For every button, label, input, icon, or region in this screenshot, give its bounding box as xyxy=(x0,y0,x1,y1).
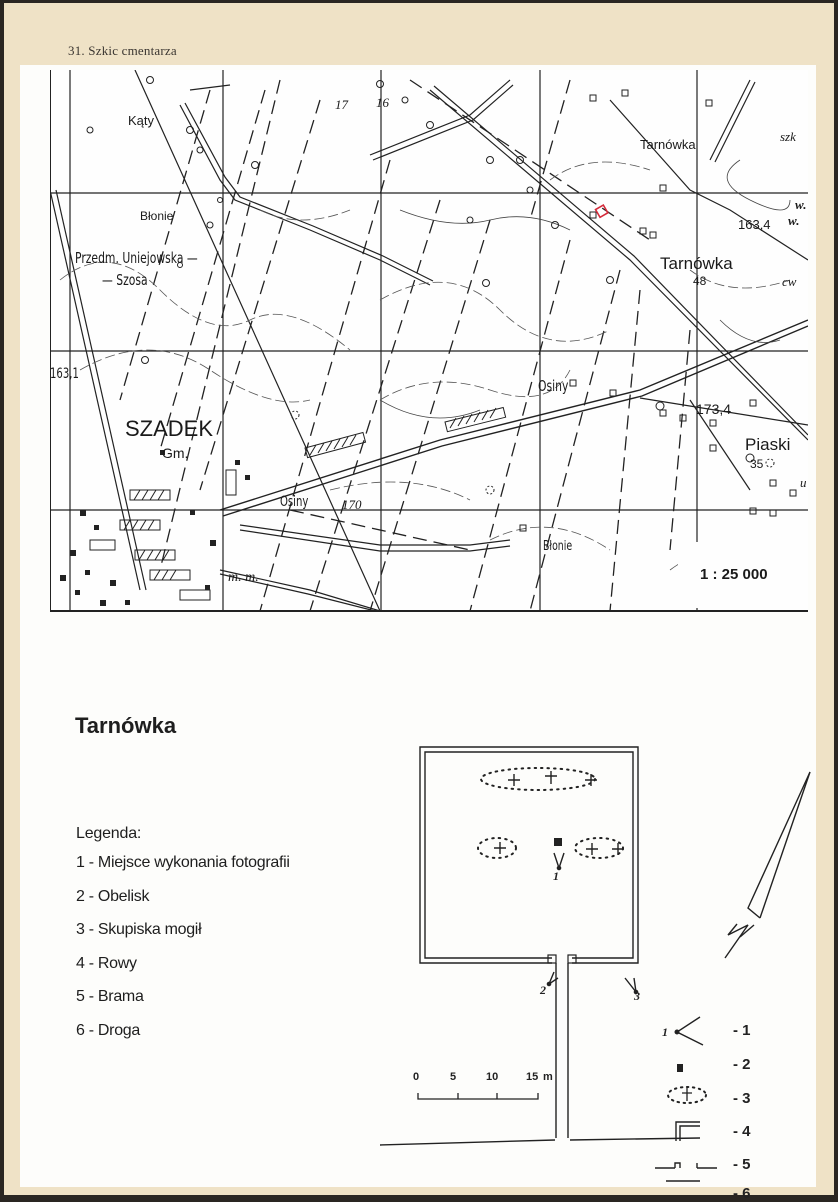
north-arrow-icon xyxy=(725,772,810,958)
legend-item-gate: 5 - Brama xyxy=(76,988,144,1006)
map-label-piaski: Piaski xyxy=(745,435,791,454)
map-label-elev-1634: 163,4 xyxy=(738,217,771,232)
map-label-szk: szk xyxy=(780,129,796,144)
scale-tick-5: 5 xyxy=(450,1071,457,1083)
map-label-mm: m. m. xyxy=(228,570,259,585)
plan-marker-2: 2 xyxy=(540,983,546,997)
map-label-blonie-bottom: Błonie xyxy=(543,539,573,554)
legend-header: Legenda: xyxy=(76,825,142,842)
legend-item-ditches: 4 - Rowy xyxy=(76,954,137,972)
key-label-4: - 4 xyxy=(733,1123,751,1140)
map-label-osiny-low: Osiny xyxy=(280,494,309,510)
key-label-3: - 3 xyxy=(733,1090,751,1107)
map-label-przedm-uniejowska: Przedm. Uniejowska — xyxy=(75,249,198,267)
page-caption: 31. Szkic cmentarza xyxy=(68,43,177,58)
map-label-cw: cw xyxy=(782,274,797,289)
plan-marker-3: 3 xyxy=(634,989,640,1003)
map-label-w2: w. xyxy=(788,213,800,228)
map-label-u: u xyxy=(800,475,807,490)
legend-item-graves: 3 - Skupiska mogił xyxy=(76,921,202,939)
map-label-osiny: Osiny xyxy=(538,377,569,395)
map-label-w1: w. xyxy=(795,197,807,212)
key-label-6: - 6 xyxy=(733,1185,751,1202)
symbol-key xyxy=(655,1017,717,1187)
legend-item-road: 6 - Droga xyxy=(76,1021,140,1039)
legend-item-photo: 1 - Miejsce wykonania fotografii xyxy=(76,854,290,871)
map-label-blonie: Błonie xyxy=(140,209,174,223)
map-label-tarnowka: Tarnówka xyxy=(660,254,733,273)
map-label-szadek: SZADEK xyxy=(125,416,214,441)
cemetery-plan xyxy=(20,65,816,1187)
photo-point-1 xyxy=(554,853,564,870)
map-label-elev-16: 16 xyxy=(376,95,389,110)
map-label-elev-1631: 163,1 xyxy=(50,366,79,382)
scale-tick-10: 10 xyxy=(486,1071,499,1083)
legend-item-obelisk: 2 - Obelisk xyxy=(76,887,150,905)
map-label-elev-17: 17 xyxy=(335,97,348,112)
map-label-katy: Kąty xyxy=(128,113,155,128)
key-label-2: - 2 xyxy=(733,1056,751,1073)
white-sheet xyxy=(20,65,816,1202)
key-label-1: - 1 xyxy=(733,1022,751,1039)
map-label-48: 48 xyxy=(693,274,707,288)
scanned-page xyxy=(4,3,834,1202)
map-label-35: 35 xyxy=(750,457,764,471)
map-label-gm: Gm. xyxy=(162,445,189,461)
map-scale: 1 : 25 000 xyxy=(700,566,768,583)
scale-bar xyxy=(418,1093,538,1099)
key-photo-marker: 1 xyxy=(662,1025,668,1039)
scale-tick-0: 0 xyxy=(413,1071,420,1083)
scale-tick-15: 15 xyxy=(526,1071,539,1083)
cemetery-title: Tarnówka xyxy=(75,713,177,738)
plan-marker-1: 1 xyxy=(553,869,559,883)
key-label-5: - 5 xyxy=(733,1156,751,1173)
scale-unit: m xyxy=(543,1071,553,1083)
map-label-elev-170: 170 xyxy=(342,497,362,512)
map-label-elev-1734: 173,4 xyxy=(696,401,732,417)
map-label-tarnowka-small: Tarnówka xyxy=(640,137,696,152)
obelisk-marker xyxy=(554,838,562,846)
map-label-szosa: — Szosa xyxy=(102,271,148,289)
